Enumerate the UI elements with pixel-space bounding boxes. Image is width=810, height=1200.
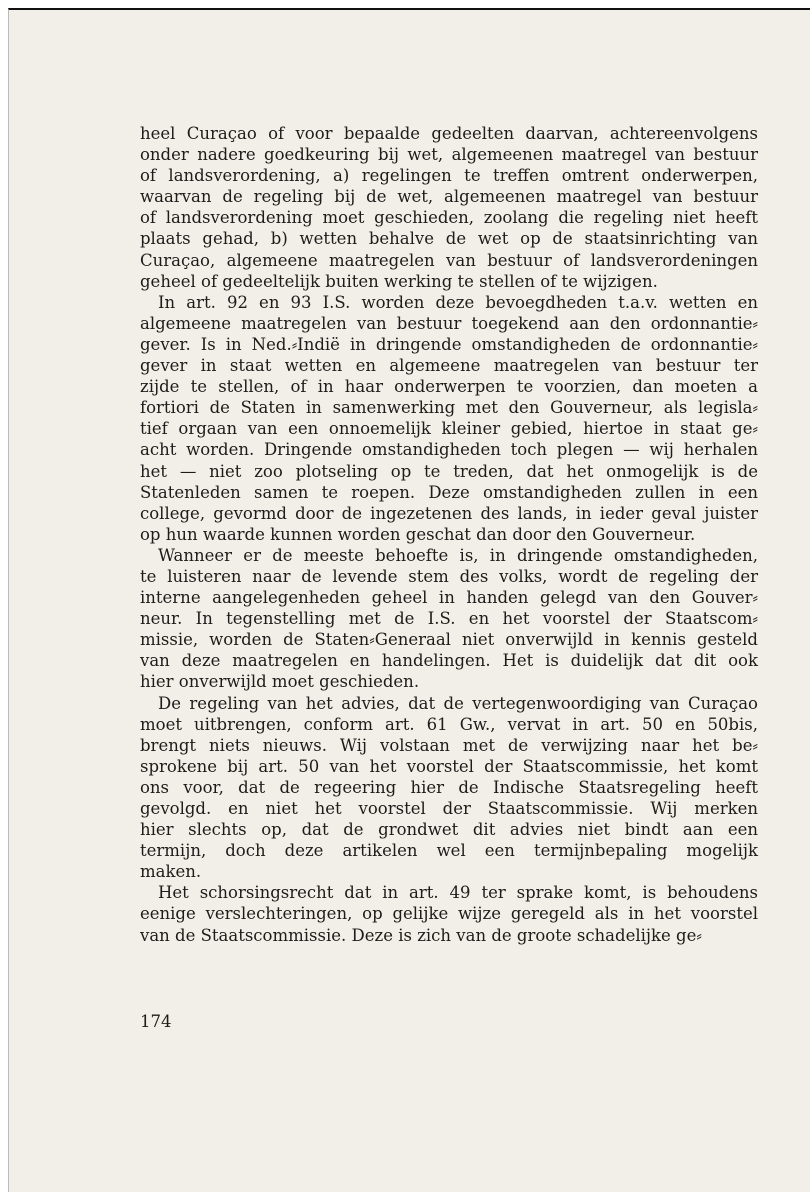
text-line: interne aangelegenheden geheel in handen gelegd van den Gouver⸗ xyxy=(140,588,758,608)
text-line: heel Curaçao of voor bepaalde gedeelten daarvan, achtereenvolgens xyxy=(140,124,758,143)
paragraph xyxy=(140,123,758,292)
page-number: 174 xyxy=(140,1012,172,1031)
text-line: moet uitbrengen, conform art. 61 Gw., vervat in art. 50 en 50bis, xyxy=(140,714,758,734)
text-line: maken. xyxy=(140,862,202,882)
text-line: hier onverwijld moet geschieden. xyxy=(140,672,420,692)
paragraph xyxy=(140,292,758,545)
text-line: ons voor, dat de regeering hier de Indische Staatsregeling heeft xyxy=(140,777,758,797)
text-line: Statenleden samen te roepen. Deze omstandigheden zullen in een xyxy=(140,482,758,502)
paragraph xyxy=(140,693,758,883)
text-line: sprokene bij art. 50 van het voorstel der Staatscommissie, het komt xyxy=(140,756,758,776)
text-line: neur. In tegenstelling met de I.S. en het voorstel der Staatscom⸗ xyxy=(140,609,758,629)
text-line: Curaçao, algemeene maatregelen van bestuur of landsverordeningen xyxy=(140,250,758,270)
paragraph xyxy=(140,545,758,693)
text-line: onder nadere goedkeuring bij wet, algemeenen maatregel van bestuur xyxy=(140,145,758,165)
text-line: waarvan de regeling bij de wet, algemeenen maatregel van bestuur xyxy=(140,187,758,207)
text-line: fortiori de Staten in samenwerking met den Gouverneur, als legisla⸗ xyxy=(140,398,758,418)
text-line: gever in staat wetten en algemeene maatregelen van bestuur ter xyxy=(140,356,758,376)
text-line: gever. Is in Ned.⸗Indië in dringende omstandigheden de ordonnantie⸗ xyxy=(140,334,758,354)
text-line: De regeling van het advies, dat de vertegenwoordiging van Curaçao xyxy=(158,693,758,713)
text-line: het — niet zoo plotseling op te treden, dat het onmogelijk is de xyxy=(140,461,758,481)
text-line: termijn, doch deze artikelen wel een termijnbepaling mogelijk xyxy=(140,841,758,861)
text-line: zijde te stellen, of in haar onderwerpen te voorzien, dan moeten a xyxy=(140,377,758,397)
text-line: acht worden. Dringende omstandigheden toch plegen — wij herhalen xyxy=(140,440,758,460)
text-line: tief orgaan van een onnoemelijk kleiner gebied, hiertoe in staat ge⸗ xyxy=(140,419,758,439)
body-text xyxy=(140,123,758,946)
text-line: van de Staatscommissie. Deze is zich van de groote schadelijke ge⸗ xyxy=(140,925,702,945)
paragraph xyxy=(140,882,758,945)
text-line: algemeene maatregelen van bestuur toegekend aan den ordonnantie⸗ xyxy=(140,313,758,333)
text-line: brengt niets nieuws. Wij volstaan met de verwijzing naar het be⸗ xyxy=(140,735,758,755)
book-page xyxy=(8,8,810,1192)
text-line: te luisteren naar de levende stem des volks, wordt de regeling der xyxy=(140,566,758,586)
text-line: Wanneer er de meeste behoefte is, in dringende omstandigheden, xyxy=(158,545,758,565)
text-line: eenige verslechteringen, op gelijke wijze geregeld als in het voorstel xyxy=(140,904,758,924)
text-line: geheel of gedeeltelijk buiten werking te stellen of te wijzigen. xyxy=(140,271,658,291)
text-line: college, gevormd door de ingezetenen des lands, in ieder geval juister xyxy=(140,503,758,523)
text-line: hier slechts op, dat de grondwet dit advies niet bindt aan een xyxy=(140,820,758,840)
text-line: missie, worden de Staten⸗Generaal niet onverwijld in kennis gesteld xyxy=(140,630,758,650)
text-line: op hun waarde kunnen worden geschat dan door den Gouverneur. xyxy=(140,524,696,544)
text-line: Het schorsingsrecht dat in art. 49 ter sprake komt, is behoudens xyxy=(158,883,758,903)
text-line: of landsverordening moet geschieden, zoolang die regeling niet heeft xyxy=(140,208,758,228)
text-line: van deze maatregelen en handelingen. Het is duidelijk dat dit ook xyxy=(140,651,758,671)
text-line: gevolgd. en niet het voorstel der Staatscommissie. Wij merken xyxy=(140,799,758,818)
text-line: plaats gehad, b) wetten behalve de wet op de staatsinrichting van xyxy=(140,229,758,249)
text-line: of landsverordening, a) regelingen te treffen omtrent onderwerpen, xyxy=(140,166,758,186)
text-line: In art. 92 en 93 I.S. worden deze bevoegdheden t.a.v. wetten en xyxy=(158,292,758,312)
